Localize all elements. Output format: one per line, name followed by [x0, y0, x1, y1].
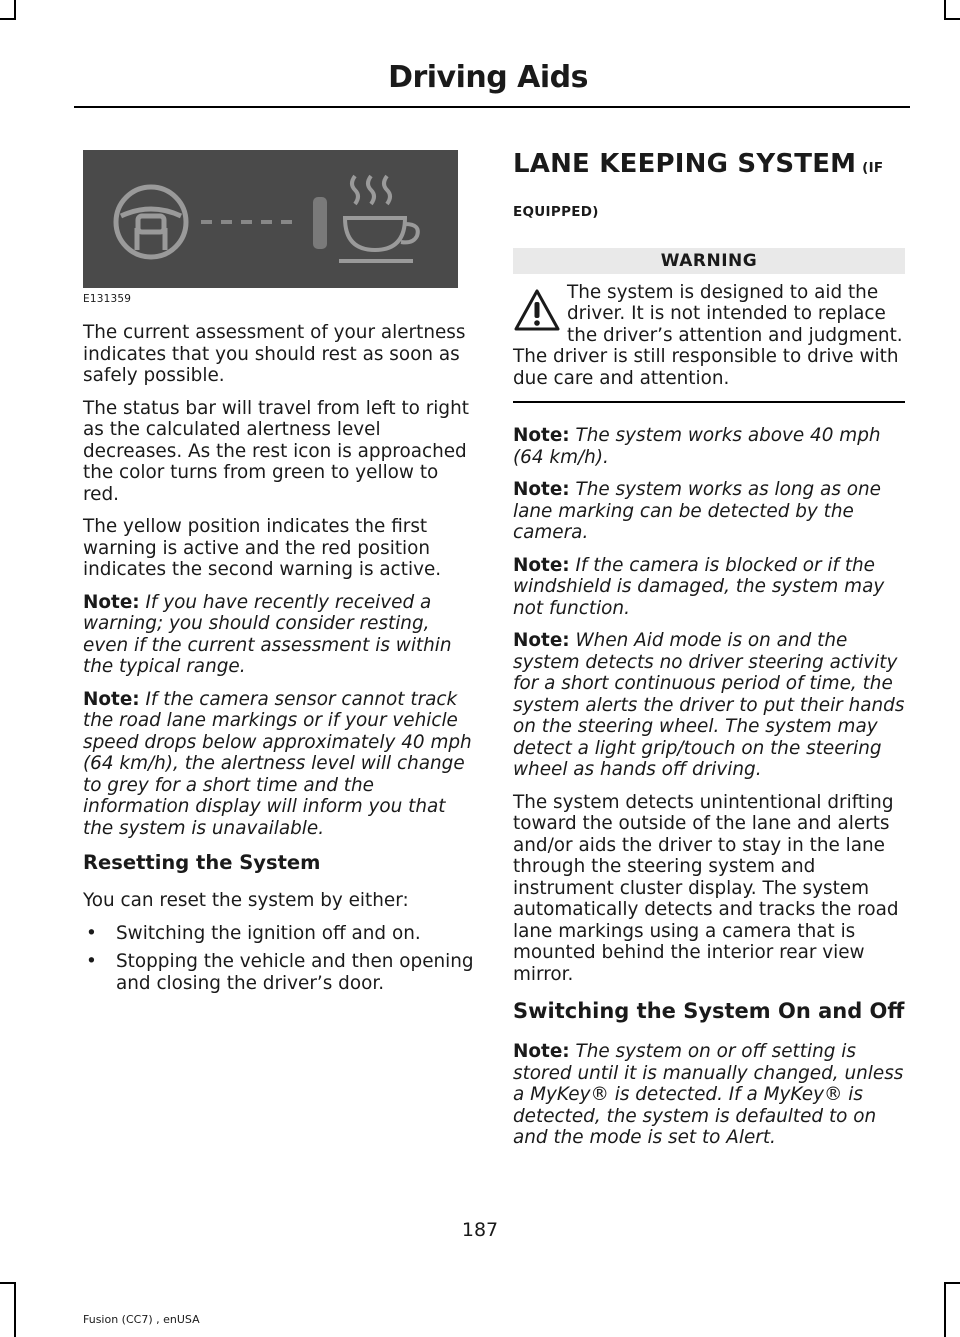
note-camera-sensor [83, 689, 475, 840]
footer-text: Fusion (CC7) , enUSA [83, 1313, 200, 1326]
coffee-cup-icon [339, 176, 418, 261]
crop-mark-top-left-h [0, 18, 16, 20]
note-label: Note: [513, 554, 570, 576]
list-item [83, 923, 475, 945]
list-item [83, 951, 475, 994]
note-label: Note: [83, 591, 140, 613]
steering-wheel-icon [116, 187, 186, 257]
bullet-icon: • [86, 922, 97, 944]
crop-mark-bottom-left-h [0, 1282, 16, 1284]
alertness-indicator-graphic [83, 150, 458, 288]
reset-options-list [83, 923, 475, 995]
status-bar-marker [313, 197, 327, 249]
warning-triangle-icon [513, 288, 561, 332]
paragraph-warning-positions: The yellow position indicates the first warning is active and the red position indicates the second warning is active. [83, 516, 442, 580]
bullet-icon: • [86, 951, 97, 972]
list-item-text: Stopping the vehicle and then opening and closing the driver’s door. [116, 951, 474, 994]
alertness-indicator-figure [83, 150, 458, 288]
paragraph-reset-intro: You can reset the system by either: [83, 890, 409, 911]
note-aid-mode [513, 630, 905, 781]
note-text: The system works above 40 mph (64 km/h). [513, 425, 881, 468]
note-camera-blocked [513, 555, 905, 620]
right-column [513, 150, 905, 1160]
crop-mark-top-left-v [14, 0, 16, 20]
section-title [513, 150, 905, 182]
crop-mark-top-right-v [944, 0, 946, 20]
paragraph-system-description: The system detects unintentional drifting toward the outside of the lane and alerts and/or aids the driver to stay in the lane through the steering system and instrument cluster display. The system automatically detects and tracks the road lane markings using a camera that is mounted behind the interior rear view mirror. [513, 791, 899, 985]
note-text: The system on or off setting is stored until it is manually changed, unless a MyKey® is detected. If a MyKey® is detected, the system is defaulted to on and the mode is set to Alert. [513, 1041, 904, 1148]
crop-mark-bottom-right-v [944, 1282, 946, 1337]
note-label: Note: [513, 479, 570, 500]
page-number: 187 [461, 1219, 499, 1241]
note-label: Note: [513, 630, 570, 651]
warning-body [513, 282, 905, 390]
note-speed [513, 425, 905, 468]
section-title-suffix: (IF [862, 160, 884, 176]
note-lane-marking [513, 479, 905, 544]
note-label: Note: [513, 1041, 570, 1062]
left-column [83, 150, 475, 1001]
header-rule [74, 106, 910, 108]
section-heading-resetting: Resetting the System [83, 851, 321, 874]
figure-code: E131359 [83, 293, 132, 305]
section-heading-switching: Switching the System On and Off [513, 999, 905, 1023]
page-header-title: Driving Aids [388, 60, 588, 95]
crop-mark-bottom-left-v [14, 1282, 16, 1337]
warning-banner: WARNING [513, 248, 905, 274]
section-title-main: LANE KEEPING SYSTEM [513, 149, 857, 179]
note-text: If the camera is blocked or if the windshield is damaged, the system may not function. [513, 554, 885, 619]
note-text: If the camera sensor cannot track the road lane markings or if your vehicle speed drops below approximately 40 mph (64 km/h), the alertness level will change to grey for a short time and the information display will inform you that the system is unavailable. [83, 688, 472, 839]
note-text: When Aid mode is on and the system detects no driver steering activity for a short continuous period of time, the system alerts the driver to put their hands on the steering wheel. The system may detect a light grip/touch on the steering wheel as hands off driving. [513, 630, 905, 780]
note-on-off-setting [513, 1041, 905, 1149]
warning-rule [513, 401, 905, 403]
list-item-text: Switching the ignition off and on. [116, 922, 421, 944]
warning-text: The system is designed to aid the driver. It is not intended to replace the driver’s attention and judgment. The driver is still responsible to drive with due care and attention. [513, 281, 903, 389]
note-label: Note: [513, 425, 570, 446]
note-text: The system works as long as one lane marking can be detected by the camera. [513, 479, 881, 543]
crop-mark-bottom-right-h [944, 1282, 960, 1284]
paragraph-status-bar: The status bar will travel from left to right as the calculated alertness level decreases. As the rest icon is approached the color turns from green to yellow to red. [83, 397, 469, 505]
note-text: If you have recently received a warning; you should consider resting, even if the current assessment is within the typical range. [83, 591, 452, 677]
note-label: Note: [83, 688, 140, 710]
crop-mark-top-right-h [944, 18, 960, 20]
note-recent-warning [83, 592, 475, 678]
section-title-line2: EQUIPPED) [513, 204, 599, 220]
paragraph-alertness-assessment: The current assessment of your alertness indicates that you should rest as soon as safely possible. [83, 322, 466, 386]
